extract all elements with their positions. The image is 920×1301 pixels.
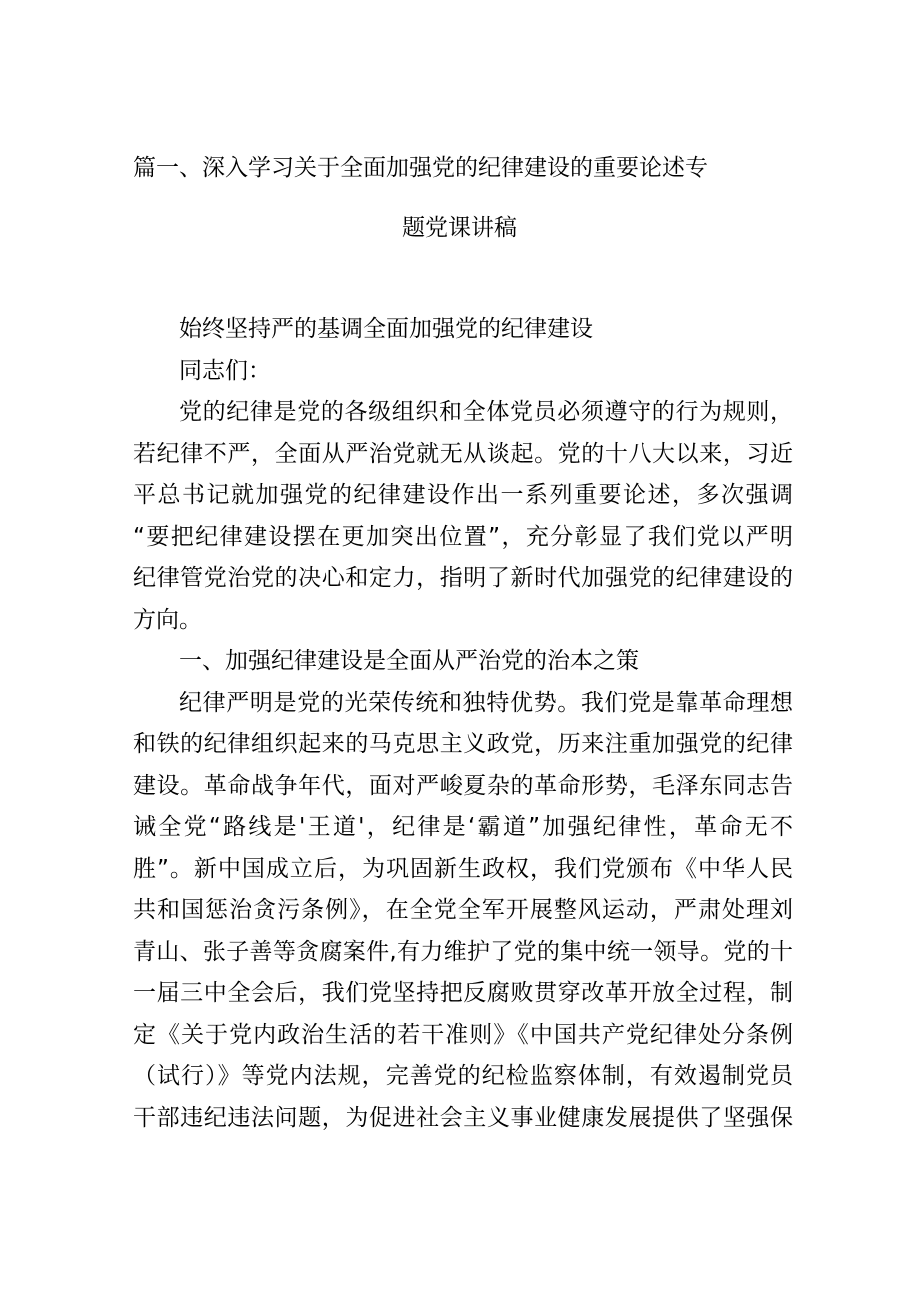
paragraph-line: 胜”。新中国成立后，为巩固新生政权，我们党颁布《中华人民	[133, 855, 793, 882]
paragraph-line: 一届三中全会后，我们党坚持把反腐败贯穿改革开放全过程，制	[133, 980, 793, 1006]
document-subtitle: 始终坚持严的基调全面加强党的纪律建设	[179, 316, 593, 342]
paragraph-line: （试行）》等党内法规，完善党的纪检监察体制，有效遏制党员	[133, 1063, 793, 1089]
paragraph-line: 纪律严明是党的光荣传统和独特优势。我们党是靠革命理想	[179, 689, 793, 716]
paragraph-line: 青山、张子善等贪腐案件,有力维护了党的集中统一领导。党的十	[133, 938, 793, 965]
document-title-line-2: 题党课讲稿	[402, 215, 517, 241]
salutation: 同志们：	[179, 357, 271, 384]
paragraph-line: 干部违纪违法问题，为促进社会主义事业健康发展提供了坚强保	[133, 1104, 793, 1131]
paragraph-line: 诫全党“路线是'王道'，纪律是‘霸道”加强纪律性，革命无不	[133, 814, 793, 840]
paragraph-1	[133, 392, 793, 641]
paragraph-line: 纪律管党治党的决心和定力，指明了新时代加强党的纪律建设的	[133, 565, 793, 591]
paragraph-line: 建设。革命战争年代，面对严峻夏杂的革命形势，毛泽东同志告	[133, 772, 793, 799]
paragraph-line: 方向。	[133, 606, 202, 633]
paragraph-line: 定《关于党内政治生活的若干准则》《中国共产党纪律处分条例	[133, 1021, 793, 1048]
paragraph-line: “要把纪律建设摆在更加突出位置”，充分彰显了我们党以严明	[133, 523, 793, 550]
document-title-line-1: 篇一、深入学习关于全面加强党的纪律建设的重要论述专	[133, 155, 708, 181]
paragraph-line: 党的纪律是党的各级组织和全体党员必须遵守的行为规则，	[179, 399, 793, 425]
paragraph-line: 若纪律不严，全面从严治党就无从谈起。党的十八大以来，习近	[133, 440, 793, 467]
paragraph-line: 平总书记就加强党的纪律建设作出一系列重要论述，多次强调	[133, 482, 793, 508]
paragraph-2	[133, 683, 793, 1140]
section-1-heading: 一、加强纪律建设是全面从严治党的治本之策	[179, 648, 639, 674]
paragraph-line: 共和国惩治贪污条例》，在全党全军开展整风运动，严肃处理刘	[133, 897, 793, 923]
paragraph-line: 和铁的纪律组织起来的马克思主义政党，历来注重加强党的纪律	[133, 731, 793, 757]
document-body	[133, 309, 793, 1139]
